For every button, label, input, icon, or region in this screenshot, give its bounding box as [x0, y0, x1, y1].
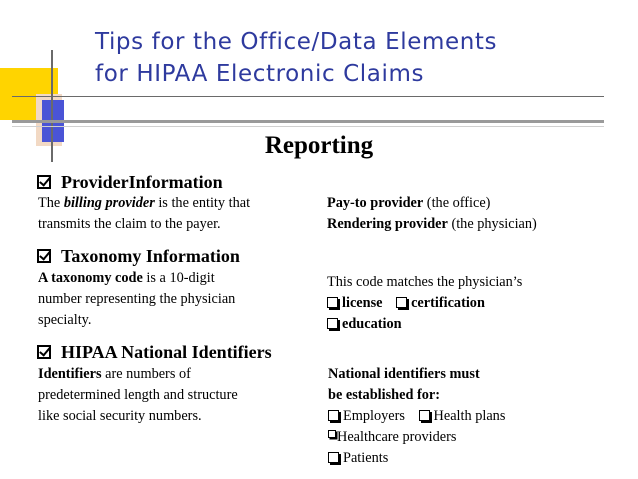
identifiers-left-line3: like social security numbers. — [38, 408, 202, 424]
identifiers-left-line2: predetermined length and structure — [38, 387, 238, 403]
identifiers-left-rest: are numbers of — [101, 366, 191, 382]
payto-provider-desc: (the office) — [423, 195, 491, 211]
billing-provider-term: billing provider — [63, 195, 155, 211]
square-bullet-icon — [328, 452, 339, 463]
square-bullet-icon — [419, 410, 430, 421]
taxonomy-right-text — [327, 272, 522, 335]
patients-item: Patients — [343, 450, 389, 466]
taxonomy-heading — [37, 246, 240, 267]
square-bullet-icon — [396, 297, 407, 308]
identifiers-left-text — [38, 364, 238, 427]
provider-left-rest: is the entity that — [154, 195, 251, 211]
identifiers-term: Identifiers — [38, 366, 102, 382]
identifiers-right-line2: be established for: — [328, 387, 440, 403]
license-item: license — [342, 295, 383, 311]
square-bullet-icon — [328, 410, 339, 421]
taxonomy-code-term: A taxonomy code — [38, 270, 143, 286]
taxonomy-left-line3: specialty. — [38, 312, 92, 328]
taxonomy-right-line1: This code matches the physician’s — [327, 274, 523, 290]
certification-item: certification — [411, 295, 485, 311]
provider-right-text — [327, 193, 537, 235]
provider-heading — [37, 172, 223, 193]
square-bullet-icon — [328, 430, 336, 438]
identifiers-heading — [37, 342, 272, 363]
payto-provider-term: Pay-to provider — [327, 195, 424, 211]
title-line-1: Tips for the Office/Data Elements — [95, 29, 498, 55]
title-divider — [12, 120, 604, 123]
square-bullet-icon — [327, 297, 338, 308]
taxonomy-left-line2: number representing the physician — [38, 291, 236, 307]
section-heading: Reporting — [264, 132, 374, 159]
rendering-provider-desc: (the physician) — [447, 216, 537, 232]
healthcare-providers-item: Healthcare providers — [337, 429, 457, 445]
employers-item: Employers — [343, 408, 405, 424]
provider-left-the: The — [38, 195, 64, 211]
title-line-2: for HIPAA Electronic Claims — [95, 61, 425, 87]
provider-heading-text: ProviderInformation — [61, 172, 223, 192]
taxonomy-left-rest: is a 10-digit — [142, 270, 215, 286]
slide-title — [95, 26, 615, 90]
decor-horizontal-line — [12, 96, 604, 97]
checked-box-icon — [37, 249, 51, 263]
taxonomy-left-text — [38, 268, 235, 331]
checked-box-icon — [37, 175, 51, 189]
checked-box-icon — [37, 345, 51, 359]
identifiers-heading-text: HIPAA National Identifiers — [61, 342, 272, 362]
health-plans-item: Health plans — [433, 408, 506, 424]
identifiers-right-text — [328, 364, 505, 469]
provider-left-text — [38, 193, 250, 235]
rendering-provider-term: Rendering provider — [327, 216, 448, 232]
education-item: education — [342, 316, 402, 332]
title-divider-shadow — [12, 126, 604, 127]
square-bullet-icon — [327, 318, 338, 329]
taxonomy-heading-text: Taxonomy Information — [61, 246, 240, 266]
identifiers-right-line1: National identifiers must — [328, 366, 480, 382]
provider-left-line2: transmits the claim to the payer. — [38, 216, 221, 232]
